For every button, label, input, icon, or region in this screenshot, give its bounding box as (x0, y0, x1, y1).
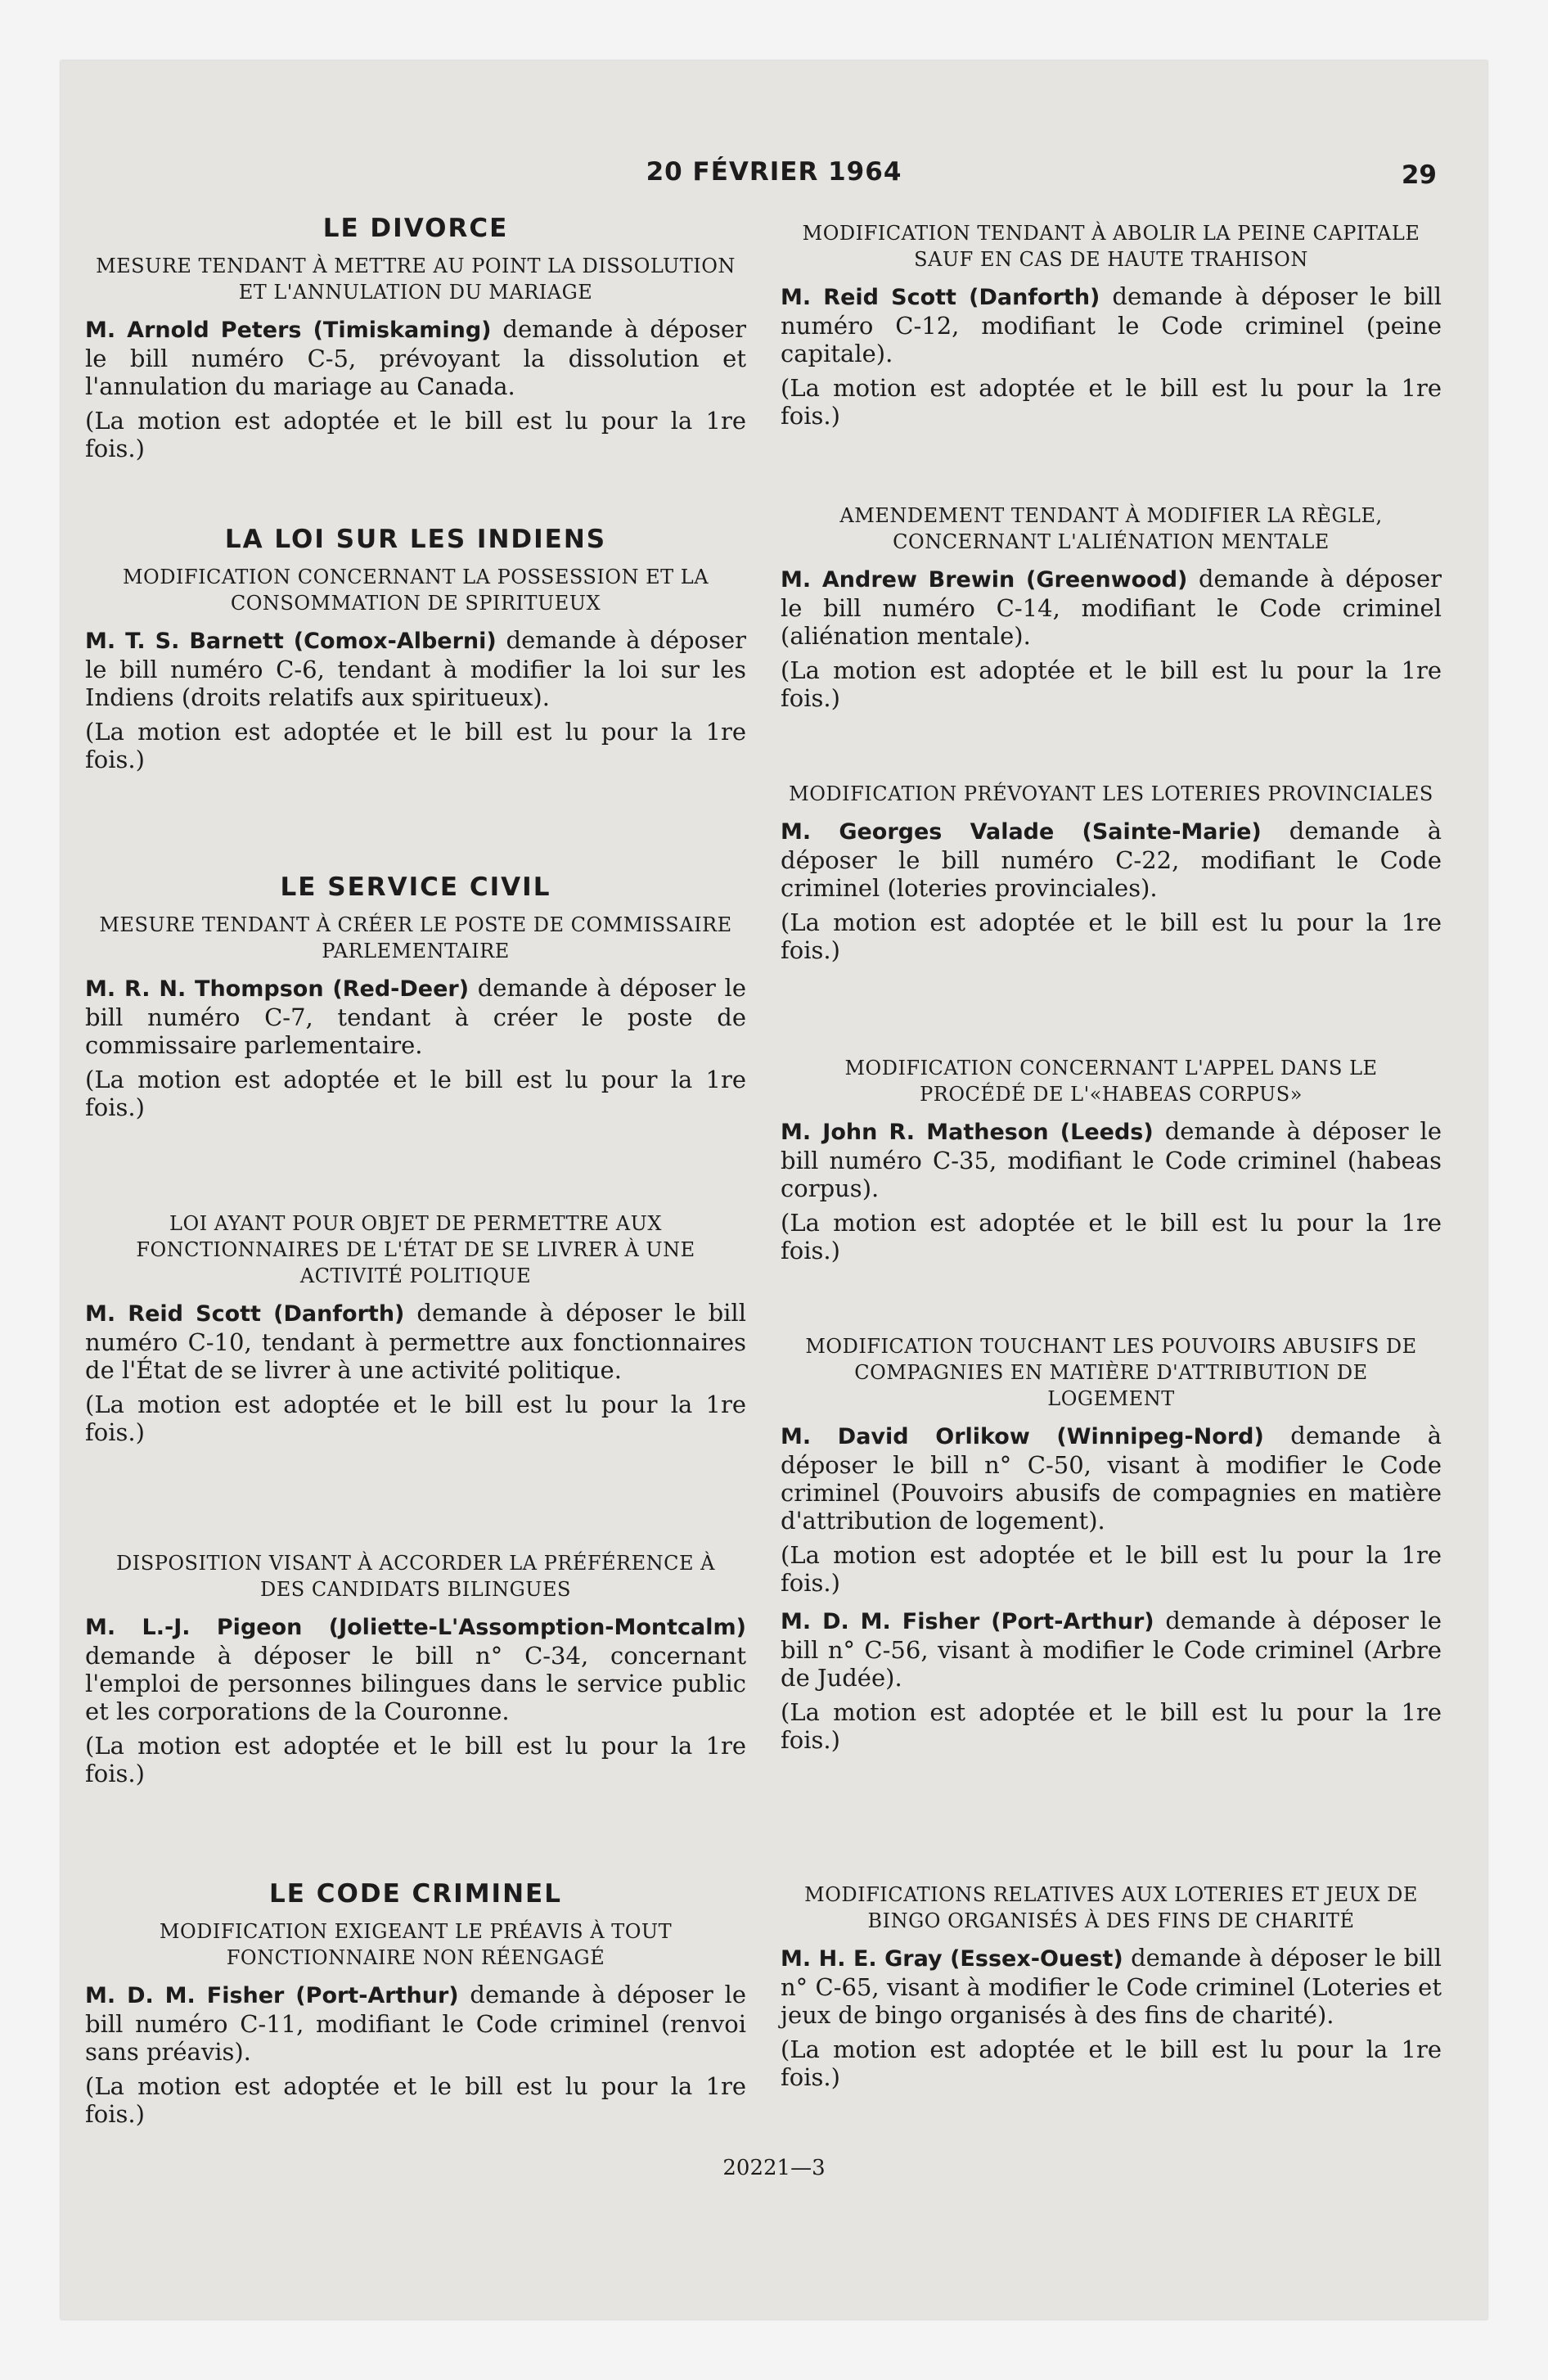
motion-text: demande à déposer le bill numéro C-22, modifiant le Code criminel (loteries provinciales). (781, 817, 1442, 902)
mover-name: M. Arnold Peters (Timiskaming) (85, 318, 492, 343)
motion-paragraph (781, 1607, 1442, 1692)
motion-text: demande à déposer le bill numéro C-5, prévoyant la dissolution et l'annulation du mariage au Canada. (85, 315, 746, 400)
motion-text: demande à déposer le bill n° C-56, visant à modifier le Code criminel (Arbre de Judée). (781, 1607, 1442, 1692)
motion-result: (La motion est adoptée et le bill est lu pour la 1re fois.) (781, 1209, 1442, 1264)
section-loteries-provinciales (781, 781, 1442, 964)
mover-name: M. David Orlikow (Winnipeg-Nord) (781, 1424, 1264, 1449)
motion-paragraph (781, 1422, 1442, 1535)
page-footer: 20221—3 (722, 2156, 826, 2180)
motion-paragraph (85, 626, 746, 711)
motion-result: (La motion est adoptée et le bill est lu pour la 1re fois.) (781, 374, 1442, 430)
section-heading: LE SERVICE CIVIL (280, 872, 551, 902)
section-subheading: MODIFICATION TENDANT À ABOLIR LA PEINE CAPITALE SAUF EN CAS DE HAUTE TRAHISON (802, 222, 1420, 271)
motion-text: demande à déposer le bill numéro C-35, modifiant le Code criminel (habeas corpus). (781, 1117, 1442, 1202)
motion-result: (La motion est adoptée et le bill est lu pour la 1re fois.) (85, 1066, 746, 1121)
mover-name: M. John R. Matheson (Leeds) (781, 1120, 1154, 1145)
motion-result: (La motion est adoptée et le bill est lu pour la 1re fois.) (781, 1698, 1442, 1754)
page-number: 29 (1401, 160, 1437, 190)
section-subheading: MODIFICATION CONCERNANT LA POSSESSION ET LA CONSOMMATION DE SPIRITUEUX (122, 566, 709, 615)
section-service-civil (85, 871, 746, 1121)
section-bingo (781, 1882, 1442, 2091)
motion-paragraph (85, 1612, 746, 1725)
section-habeas-corpus (781, 1055, 1442, 1264)
motion-result: (La motion est adoptée et le bill est lu pour la 1re fois.) (85, 407, 746, 462)
section-subheading: MODIFICATION TOUCHANT LES POUVOIRS ABUSIFS DE COMPAGNIES EN MATIÈRE D'ATTRIBUTION DE LOGEMENT (805, 1335, 1417, 1410)
section-subheading: MESURE TENDANT À METTRE AU POINT LA DISSOLUTION ET L'ANNULATION DU MARIAGE (96, 255, 736, 304)
motion-result: (La motion est adoptée et le bill est lu pour la 1re fois.) (85, 718, 746, 773)
motion-text: demande à déposer le bill numéro C-10, tendant à permettre aux fonctionnaires de l'État de se livrer à une activité politique. (85, 1299, 746, 1384)
motion-text: demande à déposer le bill numéro C-14, modifiant le Code criminel (aliénation mentale). (781, 565, 1442, 650)
section-subheading: MODIFICATIONS RELATIVES AUX LOTERIES ET JEUX DE BINGO ORGANISÉS À DES FINS DE CHARITÉ (804, 1883, 1418, 1932)
section-code-criminel (85, 1877, 746, 2128)
motion-paragraph (85, 974, 746, 1059)
motion-paragraph (781, 282, 1442, 367)
motion-paragraph (781, 817, 1442, 902)
motion-result: (La motion est adoptée et le bill est lu pour la 1re fois.) (781, 2035, 1442, 2091)
motion-paragraph (781, 1117, 1442, 1202)
section-subheading: LOI AYANT POUR OBJET DE PERMETTRE AUX FONCTIONNAIRES DE L'ÉTAT DE SE LIVRER À UNE ACTIVITÉ POLITIQUE (136, 1212, 695, 1287)
motion-result: (La motion est adoptée et le bill est lu pour la 1re fois.) (85, 2072, 746, 2128)
section-logement (781, 1333, 1442, 1754)
motion-paragraph (85, 1299, 746, 1384)
motion-paragraph (85, 315, 746, 400)
motion-text: demande à déposer le bill numéro C-6, tendant à modifier la loi sur les Indiens (droits relatifs aux spiritueux). (85, 626, 746, 711)
section-bilingues (85, 1550, 746, 1787)
motion-result: (La motion est adoptée et le bill est lu pour la 1re fois.) (781, 1541, 1442, 1597)
page-header (61, 157, 1487, 206)
mover-name: M. R. N. Thompson (Red-Deer) (85, 976, 470, 1002)
motion-text: demande à déposer le bill numéro C-7, tendant à créer le poste de commissaire parlementaire. (85, 974, 746, 1059)
mover-name: M. D. M. Fisher (Port-Arthur) (85, 1983, 459, 2008)
mover-name: M. T. S. Barnett (Comox-Alberni) (85, 629, 497, 654)
mover-name: M. Reid Scott (Danforth) (781, 285, 1100, 310)
section-peine-capitale (781, 220, 1442, 430)
mover-name: M. H. E. Gray (Essex-Ouest) (781, 1946, 1123, 1972)
motion-text: demande à déposer le bill n° C-34, concernant l'emploi de personnes bilingues dans le service public et les corporations de la Couronne. (85, 1642, 746, 1725)
motion-text: demande à déposer le bill n° C-65, visant à modifier le Code criminel (Loteries et jeux de bingo organisés à des fins de charité). (781, 1944, 1442, 2029)
section-subheading: AMENDEMENT TENDANT À MODIFIER LA RÈGLE, CONCERNANT L'ALIÉNATION MENTALE (839, 504, 1383, 553)
section-heading: LA LOI SUR LES INDIENS (224, 525, 607, 554)
section-heading: LE DIVORCE (322, 214, 509, 243)
motion-paragraph (781, 565, 1442, 650)
mover-name: M. Reid Scott (Danforth) (85, 1301, 405, 1327)
motion-paragraph (781, 1944, 1442, 2029)
section-subheading: MESURE TENDANT À CRÉER LE POSTE DE COMMISSAIRE PARLEMENTAIRE (99, 913, 732, 962)
motion-result: (La motion est adoptée et le bill est lu pour la 1re fois.) (781, 908, 1442, 964)
section-divorce (85, 212, 746, 462)
section-subheading: MODIFICATION CONCERNANT L'APPEL DANS LE PROCÉDÉ DE L'«HABEAS CORPUS» (844, 1057, 1378, 1106)
document-page (61, 61, 1487, 2319)
section-subheading: DISPOSITION VISANT À ACCORDER LA PRÉFÉRENCE À DES CANDIDATS BILINGUES (116, 1552, 715, 1601)
motion-text: demande à déposer le bill numéro C-11, modifiant le Code criminel (renvoi sans préavis). (85, 1981, 746, 2066)
motion-result: (La motion est adoptée et le bill est lu pour la 1re fois.) (85, 1732, 746, 1787)
motion-result: (La motion est adoptée et le bill est lu pour la 1re fois.) (85, 1391, 746, 1446)
section-indiens (85, 523, 746, 773)
mover-name: M. Georges Valade (Sainte-Marie) (781, 819, 1262, 845)
motion-result: (La motion est adoptée et le bill est lu pour la 1re fois.) (781, 656, 1442, 712)
motion-text: demande à déposer le bill numéro C-12, modifiant le Code criminel (peine capitale). (781, 282, 1442, 367)
section-heading: LE CODE CRIMINEL (269, 1879, 562, 1909)
section-alienation-mentale (781, 503, 1442, 712)
section-activite-politique (85, 1210, 746, 1446)
mover-name: M. L.-J. Pigeon (Joliette-L'Assomption-Montcalm) (85, 1615, 746, 1640)
mover-name: M. D. M. Fisher (Port-Arthur) (781, 1609, 1154, 1634)
mover-name: M. Andrew Brewin (Greenwood) (781, 567, 1188, 593)
motion-text: demande à déposer le bill n° C-50, visant à modifier le Code criminel (Pouvoirs abusifs de compagnies en matière d'attribution de logement). (781, 1422, 1442, 1535)
section-subheading: MODIFICATION PRÉVOYANT LES LOTERIES PROVINCIALES (789, 782, 1433, 805)
motion-paragraph (85, 1981, 746, 2066)
page-date: 20 FÉVRIER 1964 (646, 157, 902, 187)
section-subheading: MODIFICATION EXIGEANT LE PRÉAVIS À TOUT FONCTIONNAIRE NON RÉENGAGÉ (159, 1920, 673, 1969)
